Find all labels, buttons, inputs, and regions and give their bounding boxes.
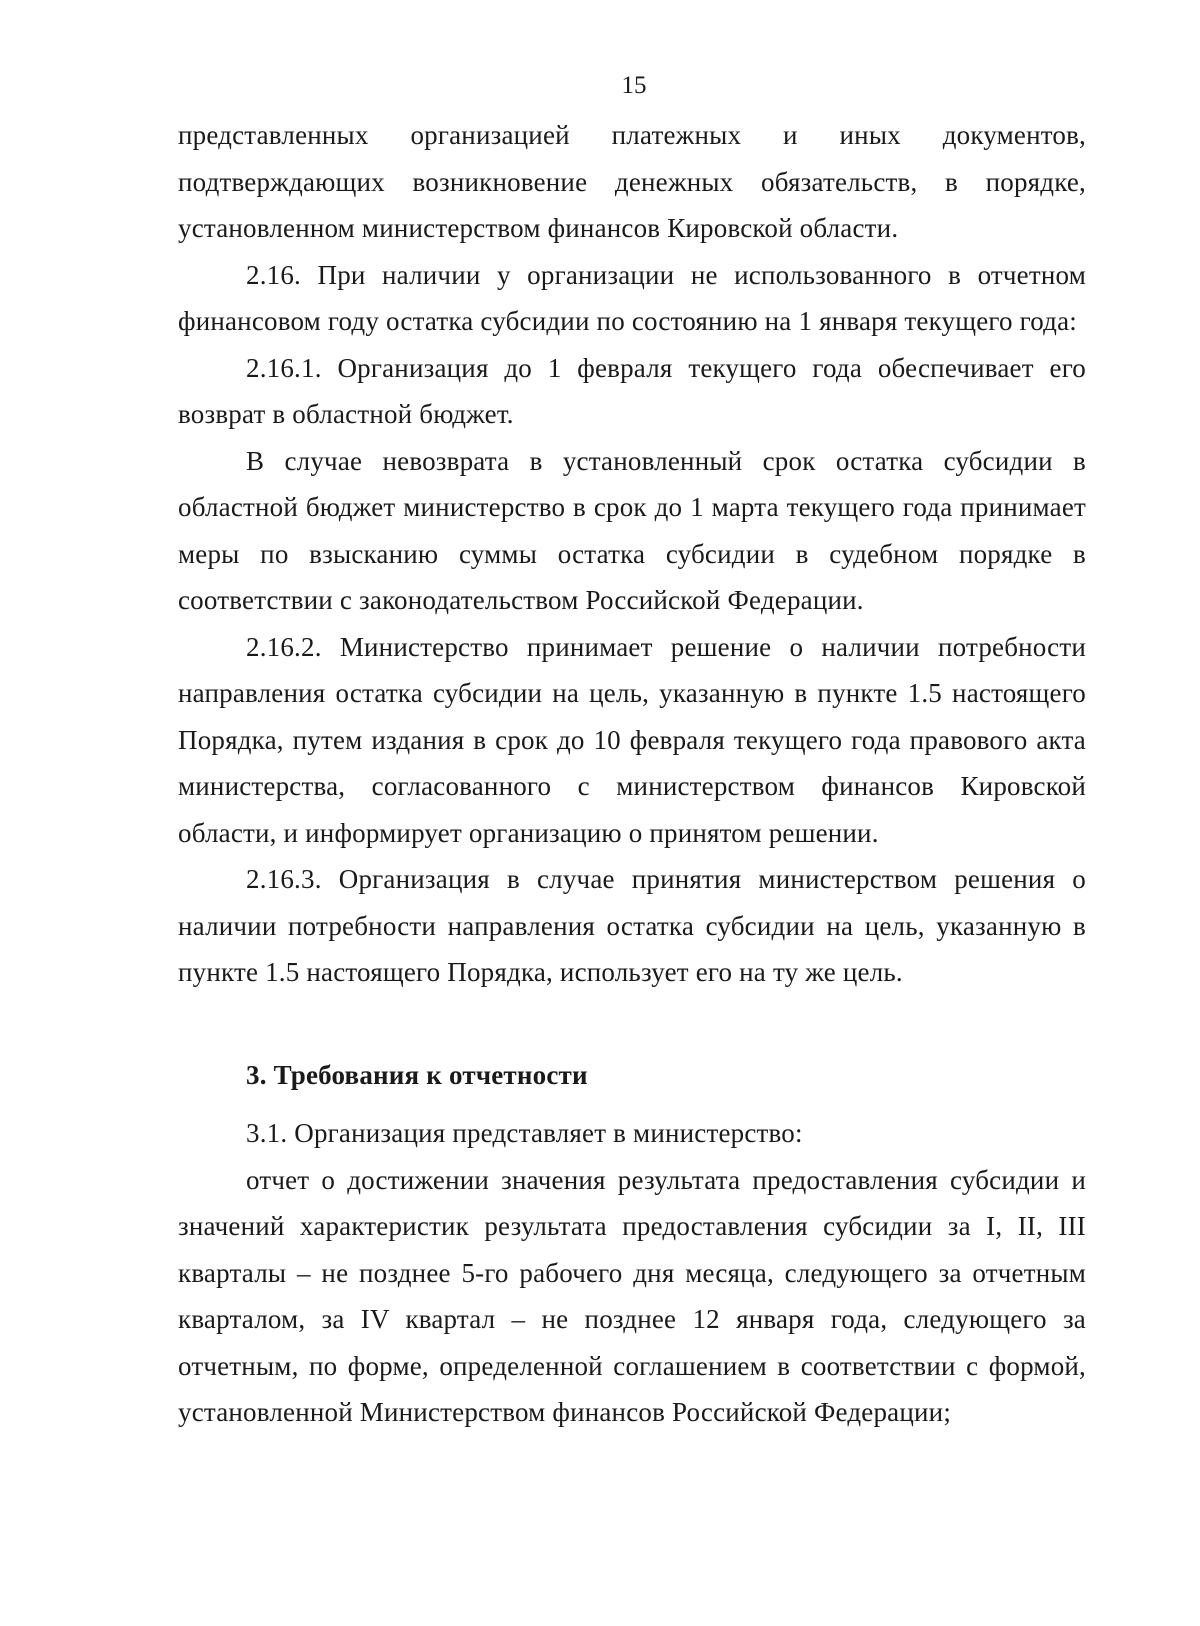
paragraph-2-16-2: 2.16.2. Министерство принимает решение о наличии потребности направления остатка субсидии на цель, указанную в пункте 1.5 настоящего Порядка, путем издания в срок до 10 февраля текущего года правового акта министерства, согласованного с министерством финансов Кировской области, и информирует организацию о принятом решении.	[178, 631, 1086, 848]
page-number: 15	[621, 72, 647, 99]
paragraph-3-1: 3.1. Организация представляет в министерство:	[246, 1118, 803, 1148]
heading-spacer	[178, 1098, 1086, 1110]
document-body	[178, 112, 1086, 1436]
paragraph-2-16: 2.16. При наличии у организации не использованного в отчетном финансовом году остатка субсидии по состоянию на 1 января текущего года:	[178, 259, 1086, 336]
paragraph-non-return: В случае невозврата в установленный срок остатка субсидии в областной бюджет министерство в срок до 1 марта текущего года принимает меры по взысканию суммы остатка субсидии в судебном порядке в соответствии с законодательством Российской Федерации.	[178, 445, 1086, 615]
section-spacer	[178, 996, 1086, 1052]
section-heading: 3. Требования к отчетности	[246, 1059, 588, 1090]
paragraph-2-16-1: 2.16.1. Организация до 1 февраля текущего года обеспечивает его возврат в областной бюджет.	[178, 352, 1086, 429]
paragraph-2-16-3: 2.16.3. Организация в случае принятия министерством решения о наличии потребности направления остатка субсидии на цель, указанную в пункте 1.5 настоящего Порядка, использует его на ту же цель.	[178, 864, 1086, 987]
paragraph-continuation: представленных организацией платежных и иных документов, подтверждающих возникновение денежных обязательств, в порядке, установленном министерством финансов Кировской области.	[178, 120, 1086, 243]
paragraph-report: отчет о достижении значения результата предоставления субсидии и значений характеристик результата предоставления субсидии за I, II, III кварталы – не позднее 5-го рабочего дня месяца, следующего за отчетным кварталом, за IV квартал – не позднее 12 января года, следующего за отчетным, по форме, определенной соглашением в соответствии с формой, установленной Министерством финансов Российской Федерации;	[178, 1164, 1086, 1427]
